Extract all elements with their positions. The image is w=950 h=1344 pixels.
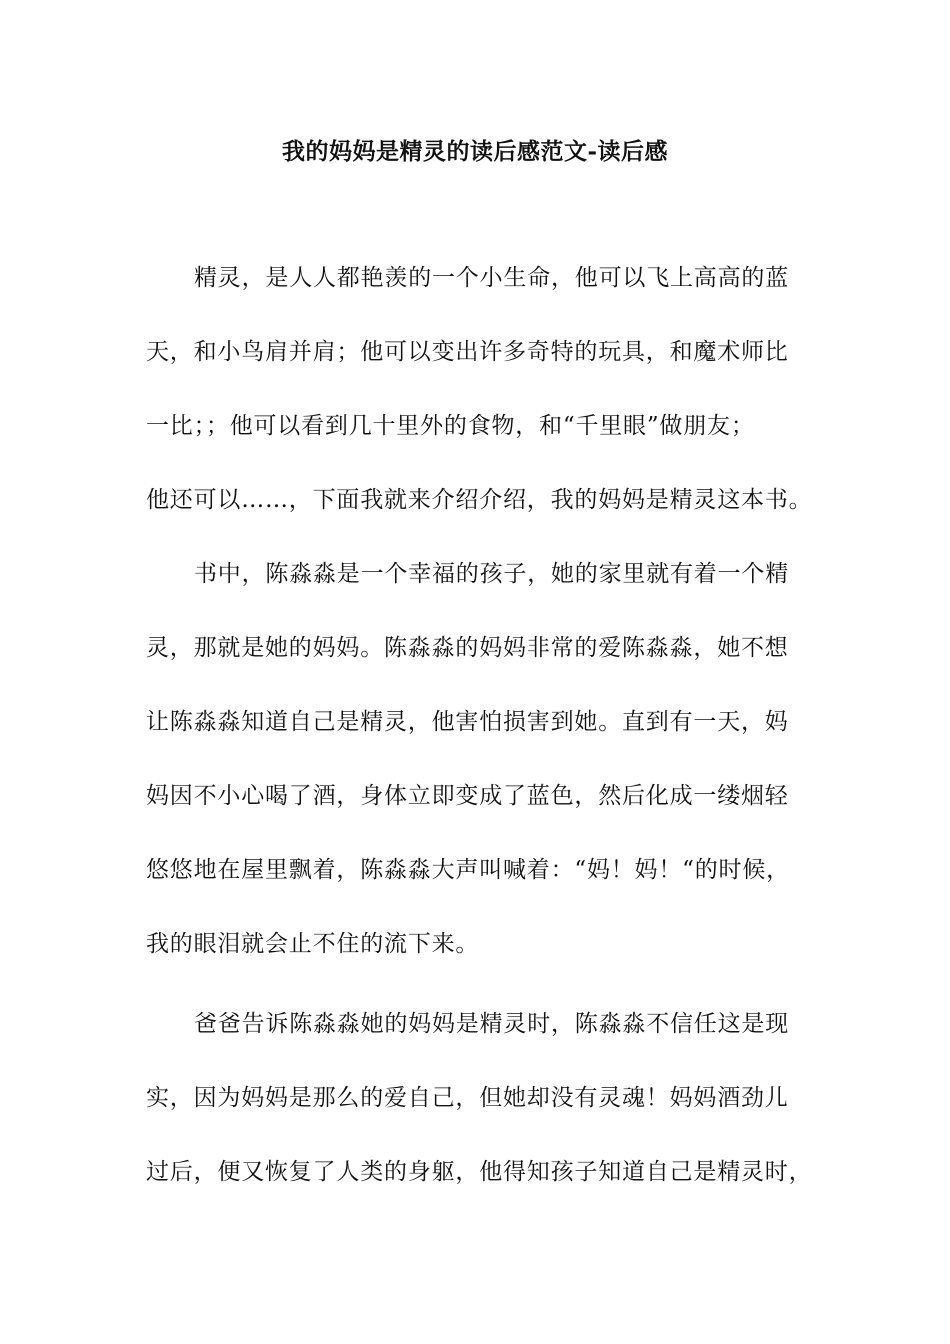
paragraph-3-line-2: 实，因为妈妈是那么的爱自己，但她却没有灵魂！妈妈酒劲儿 bbox=[146, 1085, 789, 1111]
paragraph-1-line-2: 天，和小鸟肩并肩；他可以变出许多奇特的玩具，和魔术师比 bbox=[146, 339, 789, 365]
paragraph-3-line-3: 过后，便又恢复了人类的身躯，他得知孩子知道自己是精灵时， bbox=[146, 1159, 813, 1185]
paragraph-1-line-3: 一比；；他可以看到几十里外的食物，和“千里眼”做朋友； bbox=[146, 413, 755, 439]
paragraph-1-line-1: 精灵，是人人都艳羡的一个小生命，他可以飞上高高的蓝 bbox=[194, 265, 789, 291]
paragraph-2-line-3: 让陈淼淼知道自己是精灵，他害怕损害到她。直到有一天，妈 bbox=[146, 709, 789, 735]
paragraph-2-line-6: 我的眼泪就会止不住的流下来。 bbox=[146, 931, 480, 957]
paragraph-3-line-1: 爸爸告诉陈淼淼她的妈妈是精灵时，陈淼淼不信任这是现 bbox=[194, 1011, 789, 1037]
document-title: 我的妈妈是精灵的读后感范文-读后感 bbox=[281, 138, 669, 165]
paragraph-2-line-2: 灵，那就是她的妈妈。陈淼淼的妈妈非常的爱陈淼淼，她不想 bbox=[146, 635, 789, 661]
paragraph-2-line-1: 书中，陈淼淼是一个幸福的孩子，她的家里就有着一个精 bbox=[194, 561, 789, 587]
paragraph-2-line-5: 悠悠地在屋里飘着，陈淼淼大声叫喊着：“妈！妈！“的时候， bbox=[146, 857, 790, 883]
paragraph-2-line-4: 妈因不小心喝了酒，身体立即变成了蓝色，然后化成一缕烟轻 bbox=[146, 783, 789, 809]
paragraph-1-line-4: 他还可以……，下面我就来介绍介绍，我的妈妈是精灵这本书。 bbox=[146, 487, 813, 513]
